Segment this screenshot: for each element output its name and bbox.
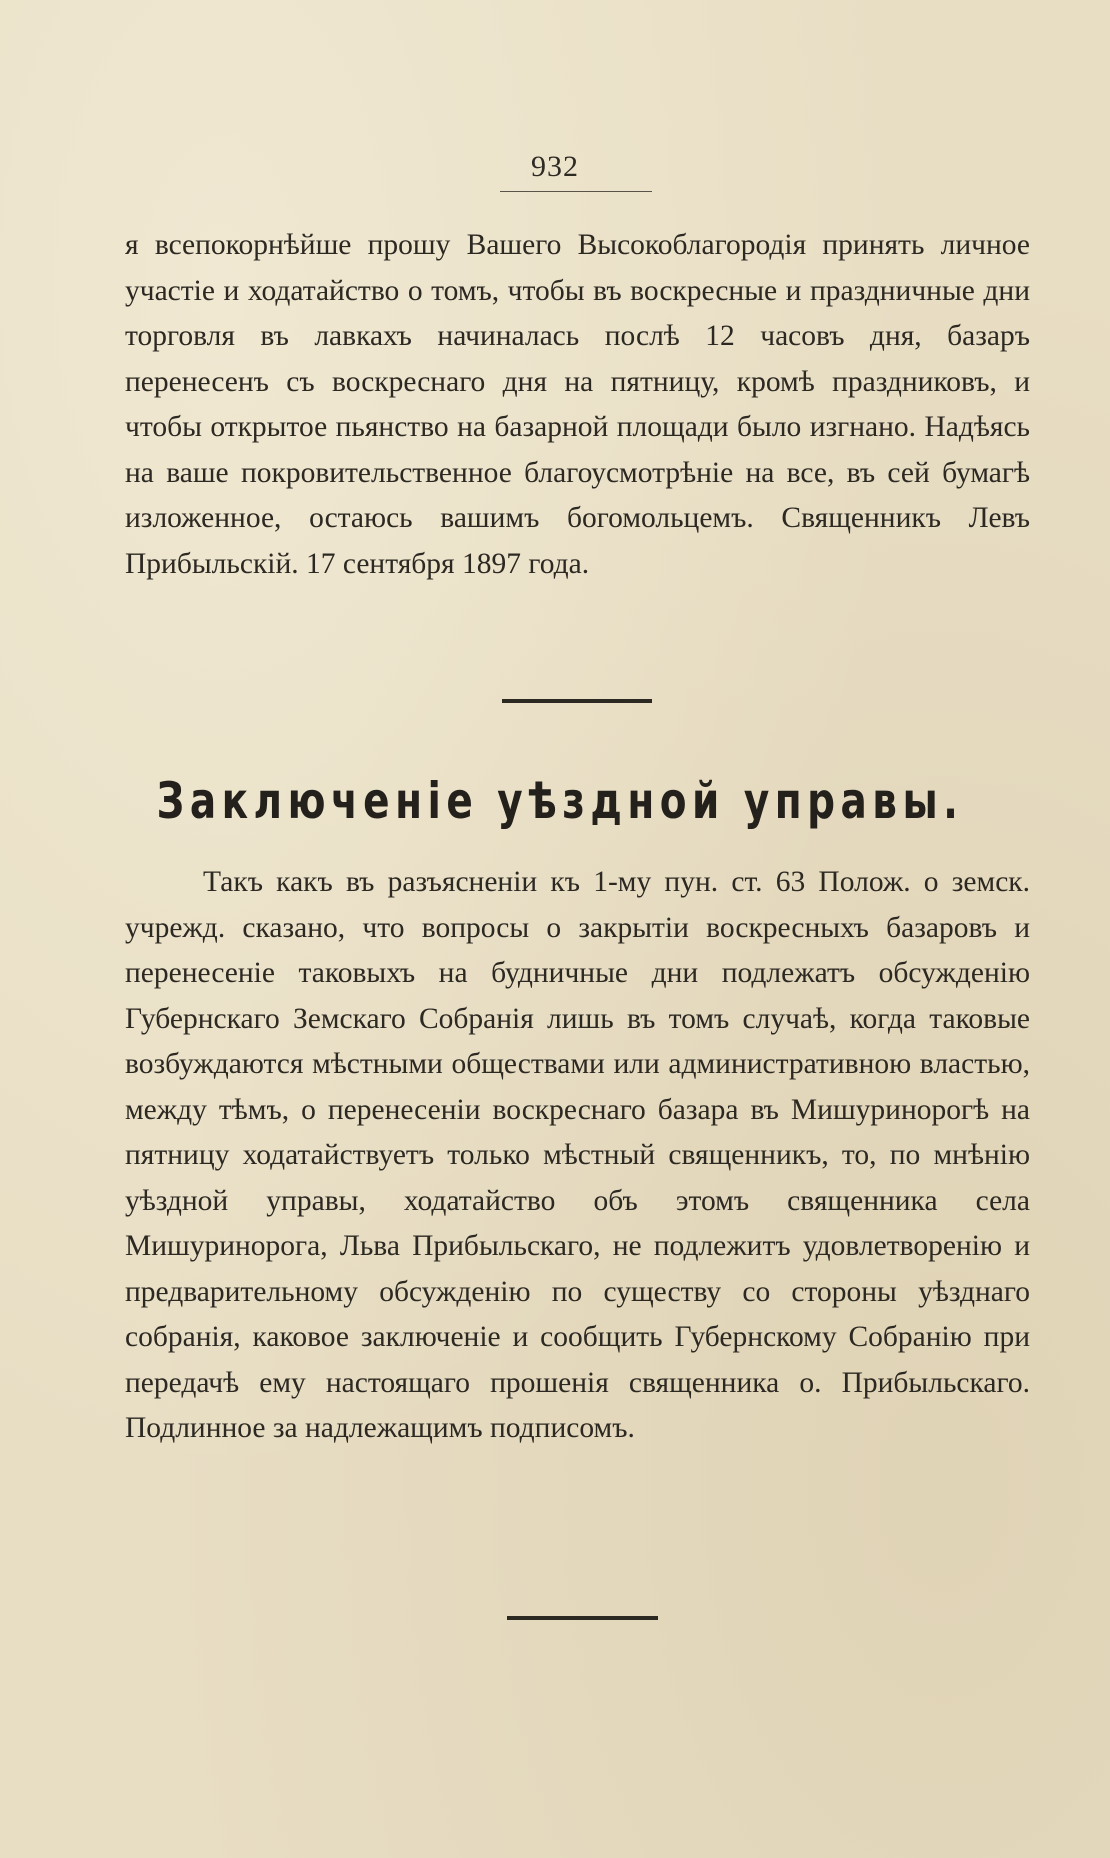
end-divider [507, 1616, 658, 1620]
letter-conclusion-text [125, 223, 1030, 587]
paragraph: я всепокорнѣйше прошу Вашего Высокоблагородія принять личное участіе и ходатайство о томъ, чтобы въ воскресные и праздничные дни торговля въ лавкахъ начиналась послѣ 12 часовъ дня, базаръ перенесенъ съ воскреснаго дня на пятницу, кромѣ праздниковъ, и чтобы открытое пьянство на базарной площади было изгнано. Надѣясь на ваше покровительственное благоусмотрѣніе на все, въ сей бумагѣ изложенное, остаюсь вашимъ богомольцемъ. Священникъ Левъ Прибыльскій. 17 сентября 1897 года. [125, 229, 1030, 580]
section-divider [502, 699, 652, 703]
section-heading: Заключеніе уѣздной управы. [156, 772, 964, 830]
section-body [125, 860, 1030, 1452]
page-number: 932 [531, 150, 579, 183]
header-rule [500, 191, 652, 192]
paragraph: Такъ какъ въ разъясненіи къ 1-му пун. ст. 63 Полож. о земск. учрежд. сказано, что вопросы о закрытіи воскресныхъ базаровъ и перенесеніе таковыхъ на будничные дни подлежатъ обсужденію Губернскаго Земскаго Собранія лишь въ томъ случаѣ, когда таковые возбуждаются мѣстными обществами или административною властью, между тѣмъ, о перенесеніи воскреснаго базара въ Мишуринорогѣ на пятницу ходатайствуетъ только мѣстный священникъ, то, по мнѣнію уѣздной управы, ходатайство объ этомъ священника села Мишуринорога, Льва Прибыльскаго, не подлежитъ удовлетворенію и предварительному обсужденію по существу со стороны уѣзднаго собранія, каковое заключеніе и сообщить Губернскому Собранію при передачѣ ему настоящаго прошенія священника о. Прибыльскаго. Подлинное за надлежащимъ подписомъ. [125, 866, 1030, 1444]
